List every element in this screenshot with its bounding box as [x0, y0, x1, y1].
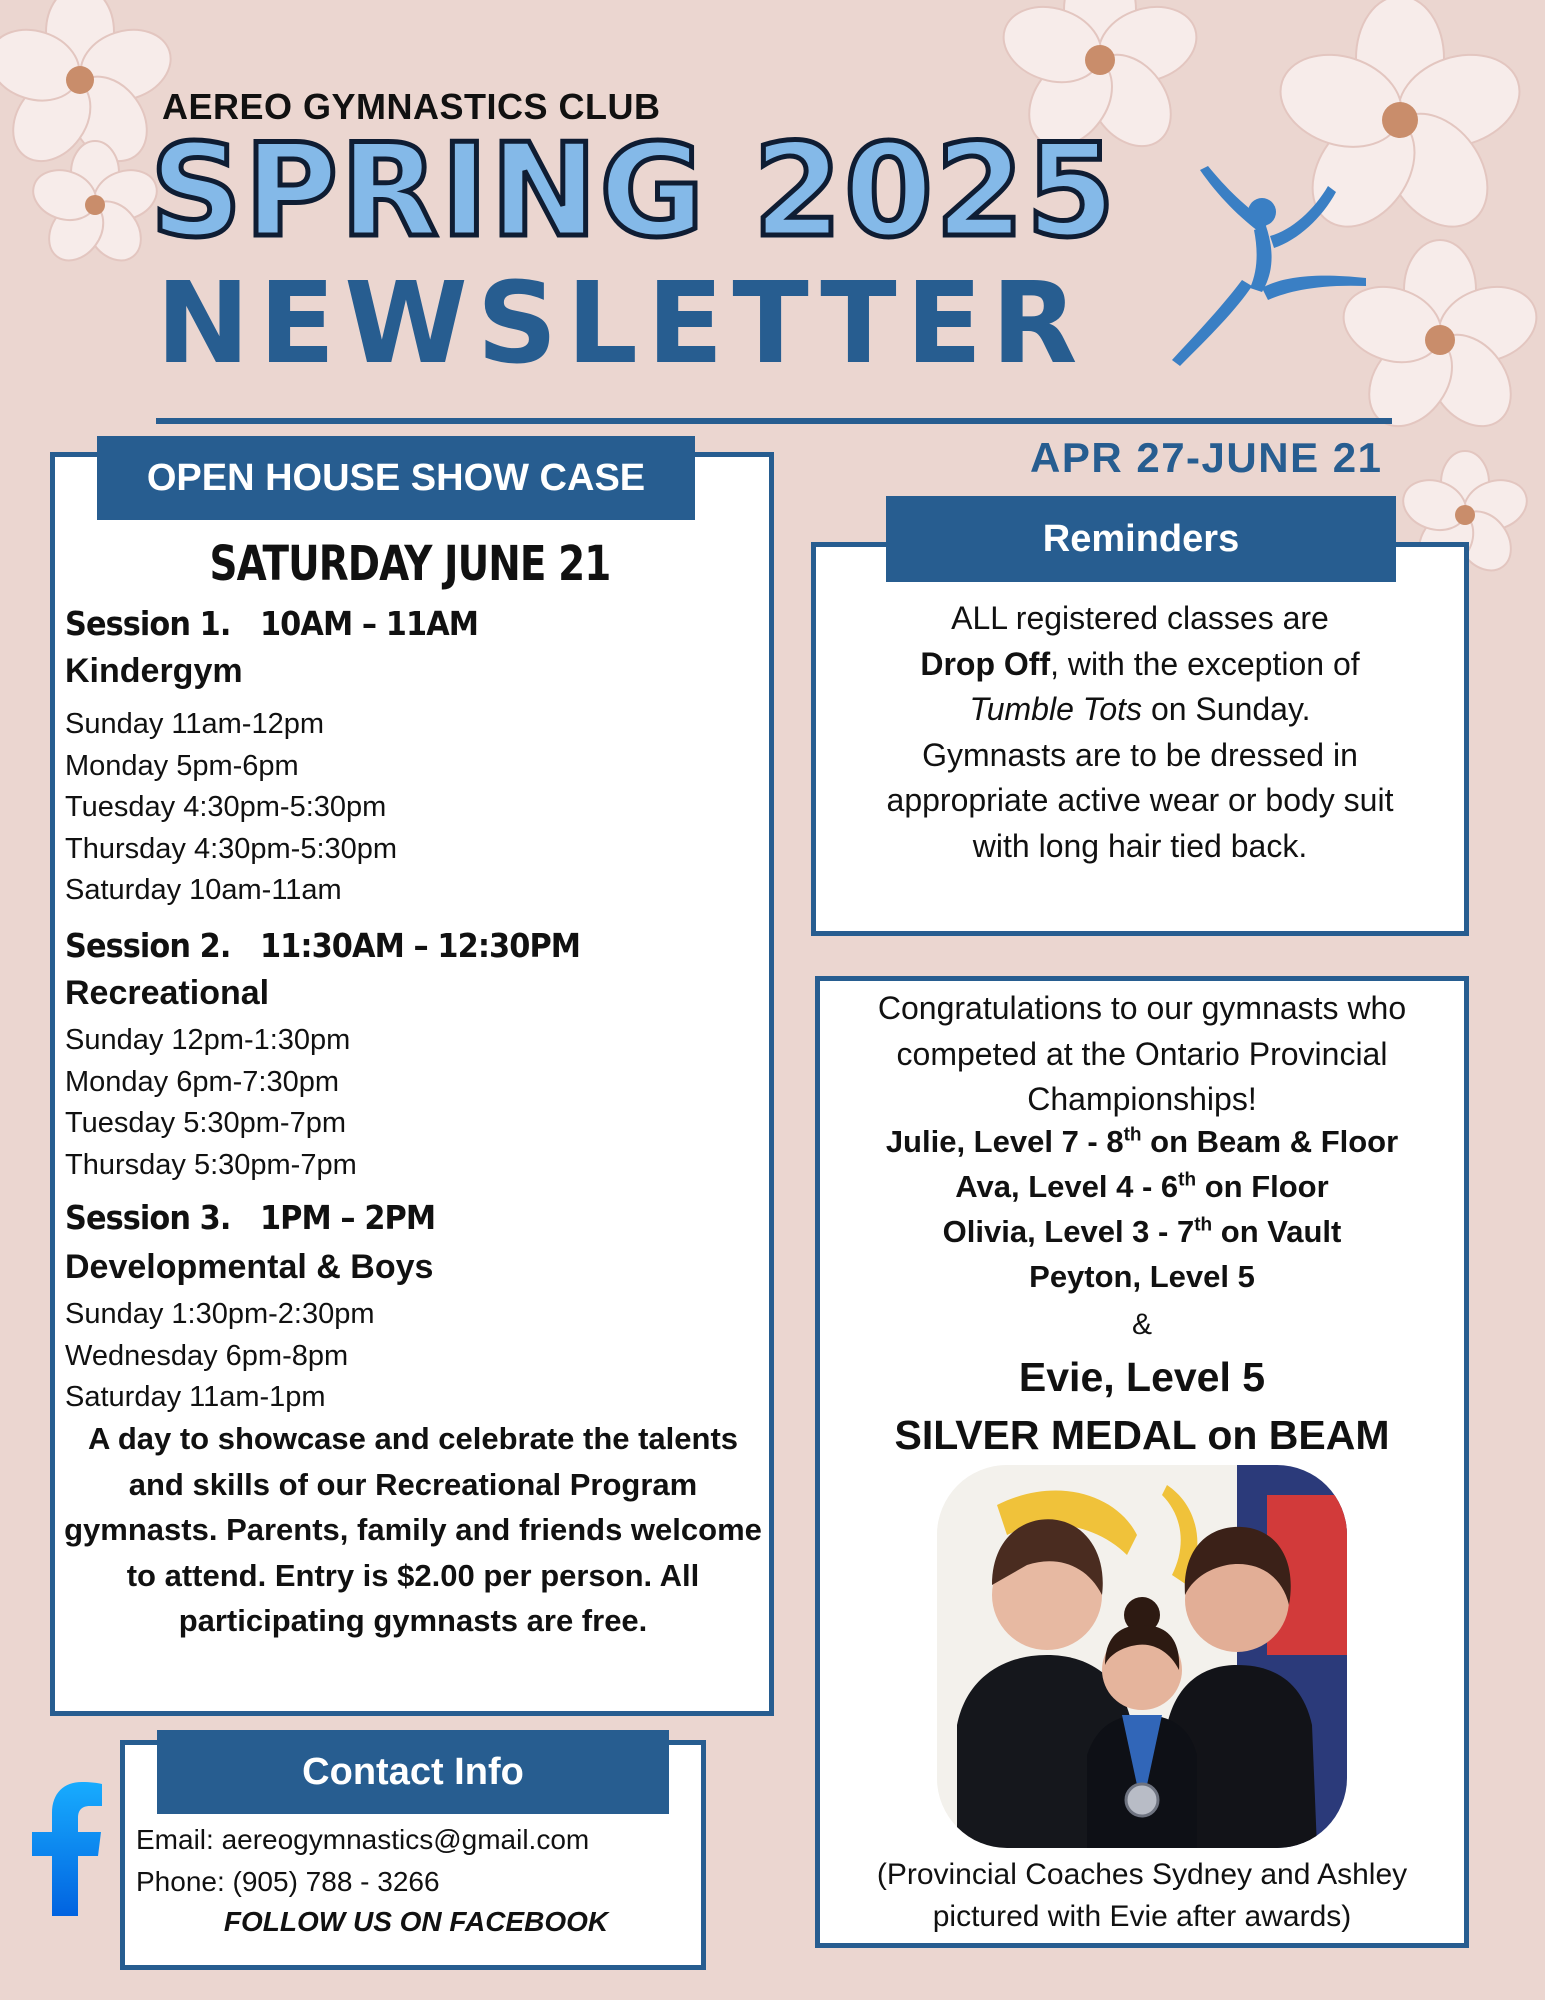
session-time: 10AM – 11AM: [259, 604, 479, 643]
reminder-line: on Sunday.: [1142, 691, 1311, 727]
list-item: Saturday 10am-11am: [65, 874, 342, 906]
gymnast-leap-icon: [1170, 160, 1370, 370]
drop-off-emphasis: Drop Off: [920, 645, 1051, 682]
header-rule: [156, 418, 1392, 424]
reminders-text: [870, 596, 1410, 869]
follow-us-text: FOLLOW US ON FACEBOOK: [223, 1906, 609, 1937]
result-prefix: Julie, Level 7 - 8: [885, 1124, 1124, 1159]
session-label: Session 3.: [65, 1198, 231, 1237]
event-date: SATURDAY JUNE 21: [209, 536, 611, 592]
reminder-line: , with the exception of: [1050, 645, 1360, 682]
facebook-icon[interactable]: [28, 1780, 104, 1916]
tumble-tots-emphasis: Tumble Tots: [969, 691, 1143, 727]
highlight-medal: SILVER MEDAL on BEAM: [894, 1412, 1390, 1458]
result-suffix: on Beam & Floor: [1141, 1124, 1399, 1159]
contact-tab: Contact Info: [157, 1730, 669, 1814]
result-line: [822, 1169, 1462, 1205]
result-suffix: on Floor: [1196, 1169, 1329, 1204]
ampersand: &: [1131, 1308, 1152, 1341]
session-time: 1PM – 2PM: [259, 1198, 436, 1237]
club-name: AEREO GYMNASTICS CLUB: [162, 86, 661, 127]
result-prefix: Ava, Level 4 - 6: [955, 1169, 1179, 1204]
newsletter-title: NEWSLETTER: [156, 259, 1087, 389]
award-photo-illustration: [937, 1465, 1347, 1848]
list-item: Wednesday 6pm-8pm: [65, 1339, 349, 1372]
result-line: [822, 1124, 1462, 1160]
contact-phone[interactable]: Phone: (905) 788 - 3266: [136, 1866, 440, 1897]
schedule-list: [65, 704, 397, 912]
result-ordinal: th: [1178, 1169, 1197, 1191]
result-line: [822, 1214, 1462, 1250]
list-item: Sunday 11am-12pm: [65, 708, 325, 740]
session-time: 11:30AM – 12:30PM: [259, 926, 581, 965]
list-item: Saturday 11am-1pm: [65, 1381, 326, 1413]
list-item: Tuesday 5:30pm-7pm: [65, 1107, 347, 1139]
result-prefix: Peyton, Level 5: [1029, 1259, 1255, 1294]
program-name: Developmental & Boys: [65, 1248, 434, 1286]
list-item: Monday 5pm-6pm: [65, 749, 299, 782]
session-heading: [65, 1198, 435, 1237]
result-ordinal: th: [1194, 1214, 1213, 1236]
list-item: Monday 6pm-7:30pm: [65, 1065, 340, 1098]
list-item: Tuesday 4:30pm-5:30pm: [65, 791, 387, 823]
session-heading: [65, 604, 478, 643]
session-heading: [65, 926, 580, 965]
schedule-list: [65, 1020, 357, 1186]
blossom-decoration: [20, 130, 170, 280]
program-name: Kindergym: [65, 652, 243, 690]
highlight-name: Evie, Level 5: [1018, 1354, 1266, 1400]
schedule-list: [65, 1294, 375, 1419]
congrats-intro: Congratulations to our gymnasts who competed at the Ontario Provincial Championships!: [877, 990, 1407, 1117]
list-item: Thursday 4:30pm-5:30pm: [65, 832, 398, 865]
reminder-line: ALL registered classes are: [951, 600, 1329, 636]
season-title: SPRING 2025: [150, 117, 1118, 266]
list-item: Sunday 12pm-1:30pm: [65, 1024, 351, 1056]
result-prefix: Olivia, Level 3 - 7: [942, 1214, 1195, 1249]
result-suffix: on Vault: [1212, 1214, 1342, 1249]
photo-caption: (Provincial Coaches Sydney and Ashley pictured with Evie after awards): [876, 1858, 1408, 1933]
showcase-description: A day to showcase and celebrate the talents and skills of our Recreational Program gymnasts. Parents, family and friends welcome to attend. Entry is $2.00 per person. All participating gymnasts are free.: [64, 1421, 762, 1638]
result-line: [822, 1259, 1462, 1295]
open-house-tab: OPEN HOUSE SHOW CASE: [97, 436, 695, 520]
session-label: Session 2.: [65, 926, 231, 965]
date-range: APR 27-JUNE 21: [1030, 434, 1383, 481]
award-photo: [937, 1465, 1347, 1848]
program-name: Recreational: [65, 974, 270, 1012]
contact-email[interactable]: Email: aereogymnastics@gmail.com: [136, 1824, 590, 1855]
list-item: Sunday 1:30pm-2:30pm: [65, 1298, 375, 1330]
reminder-line: Gymnasts are to be dressed in appropriate active wear or body suit with long hair tied back.: [886, 736, 1394, 864]
reminders-tab: Reminders: [886, 496, 1396, 582]
list-item: Thursday 5:30pm-7pm: [65, 1148, 357, 1181]
session-label: Session 1.: [65, 604, 231, 643]
result-ordinal: th: [1123, 1124, 1142, 1146]
